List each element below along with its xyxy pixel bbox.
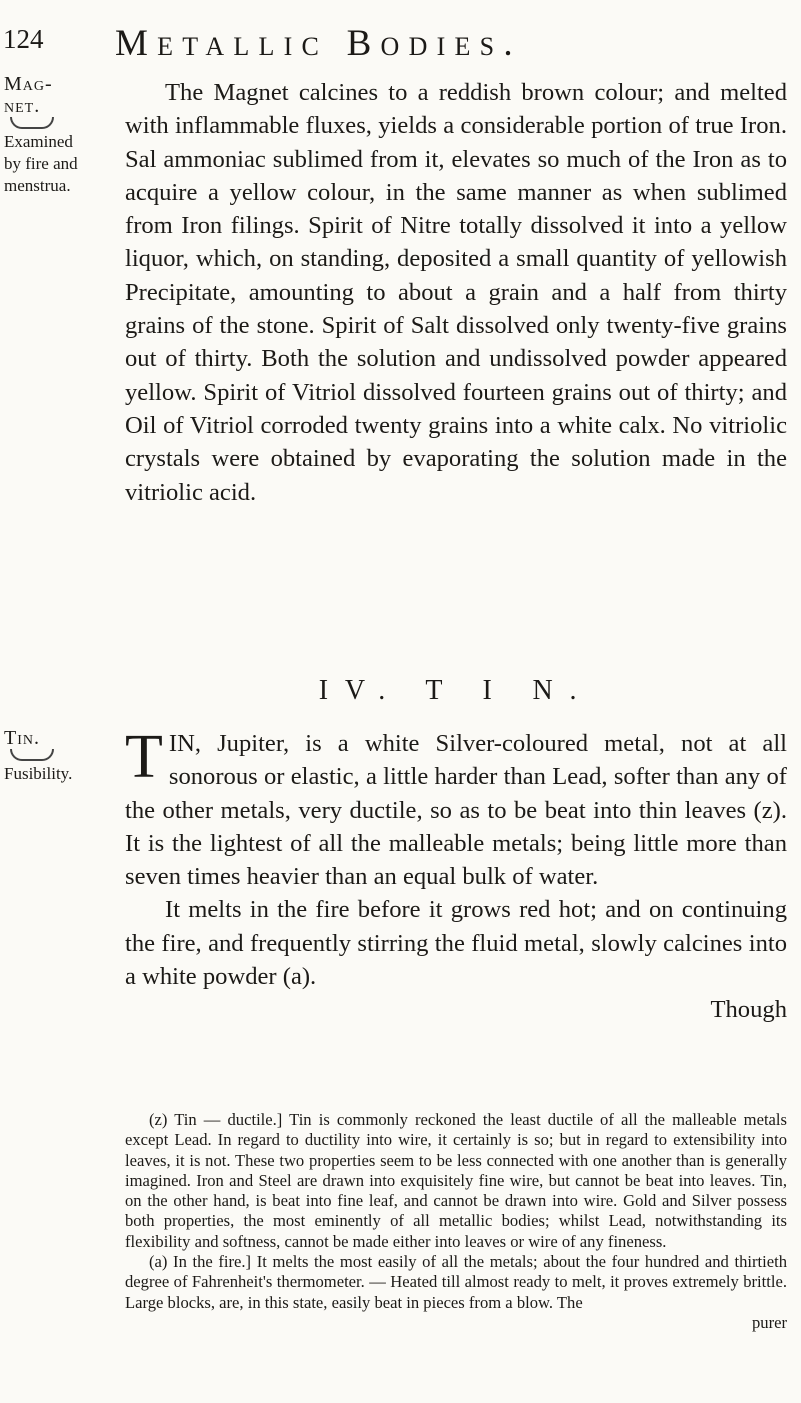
magnet-paragraph-block [125,76,787,509]
paragraph-tin-intro [125,723,787,893]
running-head [0,22,801,72]
brace-mark [10,117,54,129]
footnote-catchword: purer [751,1312,787,1332]
tin-paragraph-block [125,723,787,1027]
footnotes [125,1110,787,1333]
paragraph-magnet: The Magnet calcines to a reddish brown colour; and melted with inflammable fluxes, yields a considerable portion of true Iron. Sal ammoniac sublimed from it, elevates so much of the Iron as to acquire a yellow colour, in the same manner as when sublimed from Iron filings. Spirit of Nitre totally dissolved it into a yellow liquor, which, on standing, deposited a small quantity of yellowish Precipitate, amounting to about a grain and a half from thirty grains of the stone. Spirit of Salt dissolved only twenty-five grains out of thirty. Both the solution and undissolved powder appeared yellow. Spirit of Vitriol dissolved fourteen grains out of thirty; and Oil of Vitriol corroded twenty grains into a white calx. No vitriolic crystals were obtained by evaporating the solution made in the vitriolic acid. [125,79,787,506]
footnote-z: (z) Tin — ductile.] Tin is commonly reckoned the least ductile of all the malleable metals except Lead. In regard to ductility into wire, it certainly is so; but in regard to extensibility into leaves, it is not. These two properties seem to be less connected with one another than is generally imagined. Iron and Steel are drawn into exquisitely fine wire, but cannot be beat into leaves. Tin, on the other hand, is beat into fine leaf, and cannot be drawn into wire. Gold and Silver possess both properties, the most eminently of all metallic bodies; whilst Lead, notwithstanding its flexibility and softness, cannot be made either into leaves or wire of any fineness. [125,1110,787,1251]
margin-note-magnet [4,73,116,197]
margin-label-tin: Tin. [4,727,40,749]
paragraph-tin-melting: It melts in the fire before it grows red hot; and on continuing the fire, and frequently stirring the fluid metal, slowly calcines into a white powder (a). [125,896,787,991]
footnote-a: (a) In the fire.] It melts the most easily of all the metals; about the four hundred and thirtieth degree of Fahrenheit's thermometer. — Heated till almost ready to melt, it proves extremely brittle. Large blocks, are, in this state, easily beat in pieces from a blow. The [125,1252,787,1312]
running-title: Metallic Bodies. [115,23,522,64]
page-number: 124 [3,24,44,54]
paragraph-tin-text: IN, Jupiter, is a white Silver-coloured metal, not at all sonorous or elastic, a little harder than Lead, softer than any of the other metals, very ductile, so as to be beat into thin leaves (z). It is the lightest of all the malleable metals; being little more than seven times heavier than an equal bulk of water. [125,730,787,891]
catchword: Though [710,996,787,1024]
drop-cap: T [125,723,163,791]
margin-label-magnet: Mag- net. [4,73,53,117]
brace-mark [10,749,54,761]
margin-note-examined: Examined by fire and menstrua. [4,132,78,195]
section-heading-tin: IV. T I N. [318,675,594,706]
margin-note-tin [4,727,116,785]
margin-note-fusibility: Fusibility. [4,764,73,783]
